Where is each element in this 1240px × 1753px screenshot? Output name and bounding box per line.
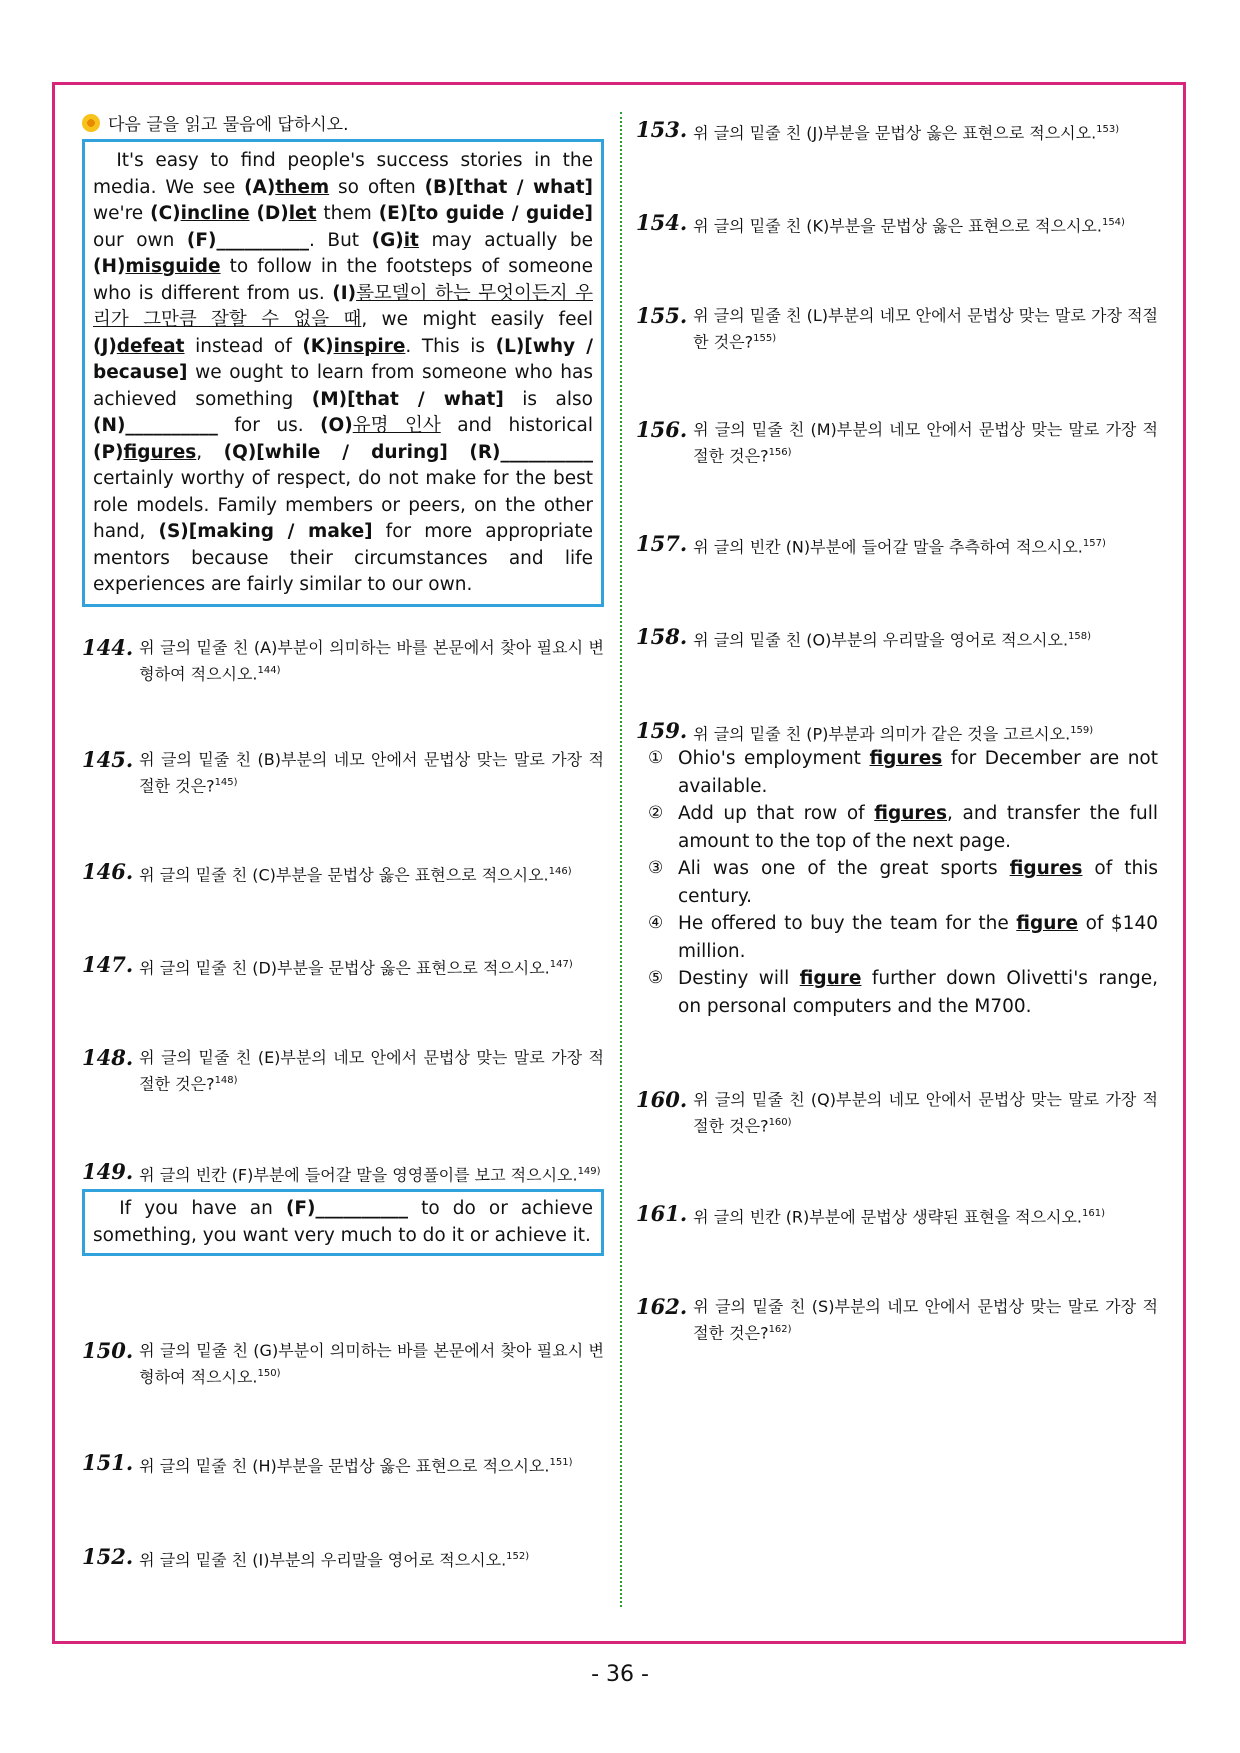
option-keyword: figures <box>1009 858 1083 879</box>
passage-text: for more appropriate mentors because their circumstances and life experiences are fairly similar to our own. <box>93 521 593 595</box>
question-number: 148. <box>82 1045 134 1070</box>
question-text: 위 글의 밑줄 친 (S)부분의 네모 안에서 문법상 맞는 말로 가장 적절한 것은? <box>693 1297 1158 1343</box>
label-h: (H) <box>93 256 126 277</box>
instruction-text: 다음 글을 읽고 물음에 답하시오. <box>108 115 349 135</box>
question-text: 위 글의 밑줄 친 (P)부분과 의미가 같은 것을 고르시오. <box>693 724 1071 744</box>
option-marker: ③ <box>648 858 664 878</box>
option-marker: ④ <box>648 913 664 933</box>
label-k: (K) <box>302 335 334 357</box>
passage-text <box>448 442 470 463</box>
passage-text: so often <box>329 176 425 198</box>
label-o: (O) <box>320 415 353 436</box>
question-144 <box>82 636 604 685</box>
underlined-d: let <box>288 203 317 224</box>
blank-f: (F)__________ <box>186 229 309 251</box>
footnote-ref: 150) <box>257 1368 281 1379</box>
blank-r: (R)__________ <box>469 441 594 463</box>
instruction <box>82 110 604 135</box>
option-keyword: figures <box>869 748 943 769</box>
option-text: further down Olivetti's range, on personal computers and the M700. <box>678 968 1158 1017</box>
question-156 <box>636 418 1158 467</box>
option-keyword: figure <box>799 968 862 989</box>
column-divider <box>620 112 622 1607</box>
reading-passage <box>82 139 604 607</box>
question-158 <box>636 625 1158 651</box>
passage-text: . This is <box>405 335 496 357</box>
question-number: 149. <box>82 1159 134 1184</box>
passage-text: and historical <box>440 415 593 436</box>
label-g: (G) <box>371 229 404 251</box>
option-text: Ali was one of the great sports <box>678 858 1010 879</box>
question-151 <box>82 1451 604 1477</box>
underlined-h: misguide <box>125 256 221 277</box>
footnote-ref: 157) <box>1082 538 1106 549</box>
option-4[interactable] <box>648 910 1158 965</box>
option-keyword: figure <box>1016 913 1079 934</box>
question-text: 위 글의 밑줄 친 (Q)부분의 네모 안에서 문법상 맞는 말로 가장 적절한 것은? <box>693 1090 1158 1136</box>
label-i: (I) <box>332 282 357 304</box>
question-number: 145. <box>82 747 134 772</box>
question-text: 위 글의 밑줄 친 (C)부분을 문법상 옳은 표현으로 적으시오. <box>139 865 549 885</box>
question-number: 151. <box>82 1450 134 1475</box>
label-j: (J) <box>93 335 117 357</box>
underlined-a: them <box>275 176 330 198</box>
question-number: 157. <box>636 531 688 556</box>
footnote-ref: 153) <box>1096 124 1120 135</box>
footnote-ref: 161) <box>1082 1208 1106 1219</box>
question-number: 146. <box>82 859 134 884</box>
question-159 <box>636 719 1158 745</box>
question-text: 위 글의 밑줄 친 (M)부분의 네모 안에서 문법상 맞는 말로 가장 적절한 것은? <box>693 420 1158 466</box>
question-text: 위 글의 밑줄 친 (A)부분이 의미하는 바를 본문에서 찾아 필요시 변형하여 적으시오. <box>139 638 604 684</box>
underlined-k: inspire <box>333 335 406 357</box>
question-number: 153. <box>636 117 688 142</box>
question-text: 위 글의 밑줄 친 (G)부분이 의미하는 바를 본문에서 찾아 필요시 변형하여 적으시오. <box>139 1341 604 1387</box>
underlined-p: figures <box>123 441 197 463</box>
question-text: 위 글의 밑줄 친 (E)부분의 네모 안에서 문법상 맞는 말로 가장 적절한 것은? <box>139 1048 604 1094</box>
option-marker: ② <box>648 803 664 823</box>
question-162 <box>636 1295 1158 1344</box>
passage-text: instead of <box>184 335 303 357</box>
definition-text: If you have an <box>119 1198 286 1219</box>
footnote-ref: 160) <box>768 1117 792 1128</box>
question-text: 위 글의 밑줄 친 (L)부분의 네모 안에서 문법상 맞는 말로 가장 적절한 것은? <box>693 306 1158 352</box>
option-text: for December are not available. <box>678 748 1158 797</box>
label-c: (C) <box>150 203 181 224</box>
question-text: 위 글의 밑줄 친 (I)부분의 우리말을 영어로 적으시오. <box>139 1550 507 1570</box>
footnote-ref: 152) <box>506 1551 530 1562</box>
option-keyword: figures <box>874 803 948 824</box>
question-number: 150. <box>82 1338 134 1363</box>
question-154 <box>636 211 1158 237</box>
question-146 <box>82 860 604 886</box>
question-number: 154. <box>636 210 688 235</box>
question-text: 위 글의 밑줄 친 (J)부분을 문법상 옳은 표현으로 적으시오. <box>693 123 1097 143</box>
passage-text: certainly worthy of respect, do not make for the best role models. Family members or peers, on the other hand, <box>93 468 593 542</box>
option-text: He offered to buy the team for the <box>678 913 1017 934</box>
left-column <box>82 110 604 607</box>
question-160 <box>636 1088 1158 1137</box>
page-number: - 36 - <box>591 1662 649 1687</box>
option-text: of this century. <box>678 858 1159 907</box>
passage-text: to follow in the footsteps of someone who is different from us. <box>93 256 593 304</box>
question-161 <box>636 1202 1158 1228</box>
passage-text: , we might easily feel <box>361 309 593 330</box>
question-155 <box>636 304 1158 353</box>
footnote-ref: 158) <box>1068 631 1092 642</box>
question-157 <box>636 532 1158 558</box>
footnote-ref: 156) <box>768 447 792 458</box>
question-text: 위 글의 빈칸 (F)부분에 들어갈 말을 영영풀이를 보고 적으시오. <box>139 1165 578 1185</box>
underlined-j: defeat <box>116 335 185 357</box>
question-150 <box>82 1339 604 1388</box>
label-p: (P) <box>93 441 124 463</box>
question-number: 156. <box>636 417 688 442</box>
footnote-ref: 145) <box>214 777 238 788</box>
footnote-ref: 147) <box>549 959 573 970</box>
option-text: Add up that row of <box>678 803 875 824</box>
question-152 <box>82 1545 604 1571</box>
question-number: 158. <box>636 624 688 649</box>
flower-icon <box>82 114 100 132</box>
definition-text: to do or achieve something, you want very much to do it or achieve it. <box>93 1198 594 1246</box>
question-149 <box>82 1160 604 1186</box>
passage-text: we ought to learn from someone who has achieved something <box>93 362 593 410</box>
question-text: 위 글의 밑줄 친 (K)부분을 문법상 옳은 표현으로 적으시오. <box>693 216 1102 236</box>
choice-b: (B)[that / what] <box>424 176 594 198</box>
definition-box <box>82 1189 604 1256</box>
question-147 <box>82 953 604 979</box>
blank-f: (F)__________ <box>285 1198 409 1219</box>
option-5[interactable] <box>648 965 1158 1020</box>
choice-e: (E)[to guide / guide] <box>378 203 593 224</box>
passage-text: we're <box>93 203 151 224</box>
underlined-i: 롤모델이 하는 무엇이든지 우리가 그만큼 잘할 수 없을 때 <box>93 282 593 330</box>
passage-text: for us. <box>217 415 321 436</box>
question-number: 147. <box>82 952 134 977</box>
question-text: 위 글의 밑줄 친 (D)부분을 문법상 옳은 표현으로 적으시오. <box>139 958 550 978</box>
footnote-ref: 149) <box>577 1166 601 1177</box>
question-number: 144. <box>82 635 134 660</box>
question-number: 155. <box>636 303 688 328</box>
passage-text: is also <box>503 388 593 410</box>
option-3[interactable] <box>648 855 1158 910</box>
choice-s: (S)[making / make] <box>158 521 373 542</box>
passage-text: may actually be <box>418 229 594 251</box>
underlined-o: 유명 인사 <box>352 415 441 436</box>
question-text: 위 글의 빈칸 (R)부분에 문법상 생략된 표현을 적으시오. <box>693 1207 1083 1227</box>
footnote-ref: 162) <box>768 1324 792 1335</box>
footnote-ref: 148) <box>214 1075 238 1086</box>
passage-text: , <box>196 441 224 463</box>
question-number: 160. <box>636 1087 688 1112</box>
option-text: , and transfer the full amount to the top of the next page. <box>678 803 1158 852</box>
question-number: 162. <box>636 1294 688 1319</box>
option-1[interactable] <box>648 745 1158 800</box>
choice-q: (Q)[while / during] <box>223 441 448 463</box>
blank-n: (N)__________ <box>93 415 218 436</box>
option-marker: ⑤ <box>648 968 664 988</box>
question-148 <box>82 1046 604 1095</box>
option-text: Ohio's employment <box>678 748 870 769</box>
footnote-ref: 151) <box>549 1457 573 1468</box>
footnote-ref: 144) <box>257 665 281 676</box>
label-a: (A) <box>244 176 276 198</box>
question-text: 위 글의 밑줄 친 (B)부분의 네모 안에서 문법상 맞는 말로 가장 적절한 것은? <box>139 750 604 796</box>
question-number: 152. <box>82 1544 134 1569</box>
question-number: 159. <box>636 718 688 743</box>
question-text: 위 글의 빈칸 (N)부분에 들어갈 말을 추측하여 적으시오. <box>693 537 1083 557</box>
footnote-ref: 159) <box>1070 725 1094 736</box>
question-145 <box>82 748 604 797</box>
option-2[interactable] <box>648 800 1158 855</box>
choice-m: (M)[that / what] <box>311 388 504 410</box>
underlined-c: incline <box>180 203 250 224</box>
answer-options-159 <box>648 745 1158 1020</box>
passage-text: them <box>316 203 379 224</box>
passage-text: It's easy to find people's success stories in the media. We see <box>93 150 593 198</box>
footnote-ref: 154) <box>1101 217 1125 228</box>
passage-text: . But <box>308 229 372 251</box>
underlined-g: it <box>403 229 419 251</box>
footnote-ref: 146) <box>548 866 572 877</box>
choice-l: (L)[why / because] <box>93 335 593 383</box>
question-text: 위 글의 밑줄 친 (O)부분의 우리말을 영어로 적으시오. <box>693 630 1069 650</box>
question-number: 161. <box>636 1201 688 1226</box>
passage-text: our own <box>93 229 187 251</box>
option-text: of $140 million. <box>678 913 1158 962</box>
option-text: Destiny will <box>678 968 800 989</box>
question-153 <box>636 118 1158 144</box>
option-marker: ① <box>648 748 664 768</box>
question-text: 위 글의 밑줄 친 (H)부분을 문법상 옳은 표현으로 적으시오. <box>139 1456 550 1476</box>
footnote-ref: 155) <box>753 333 777 344</box>
label-d: (D) <box>256 203 289 224</box>
